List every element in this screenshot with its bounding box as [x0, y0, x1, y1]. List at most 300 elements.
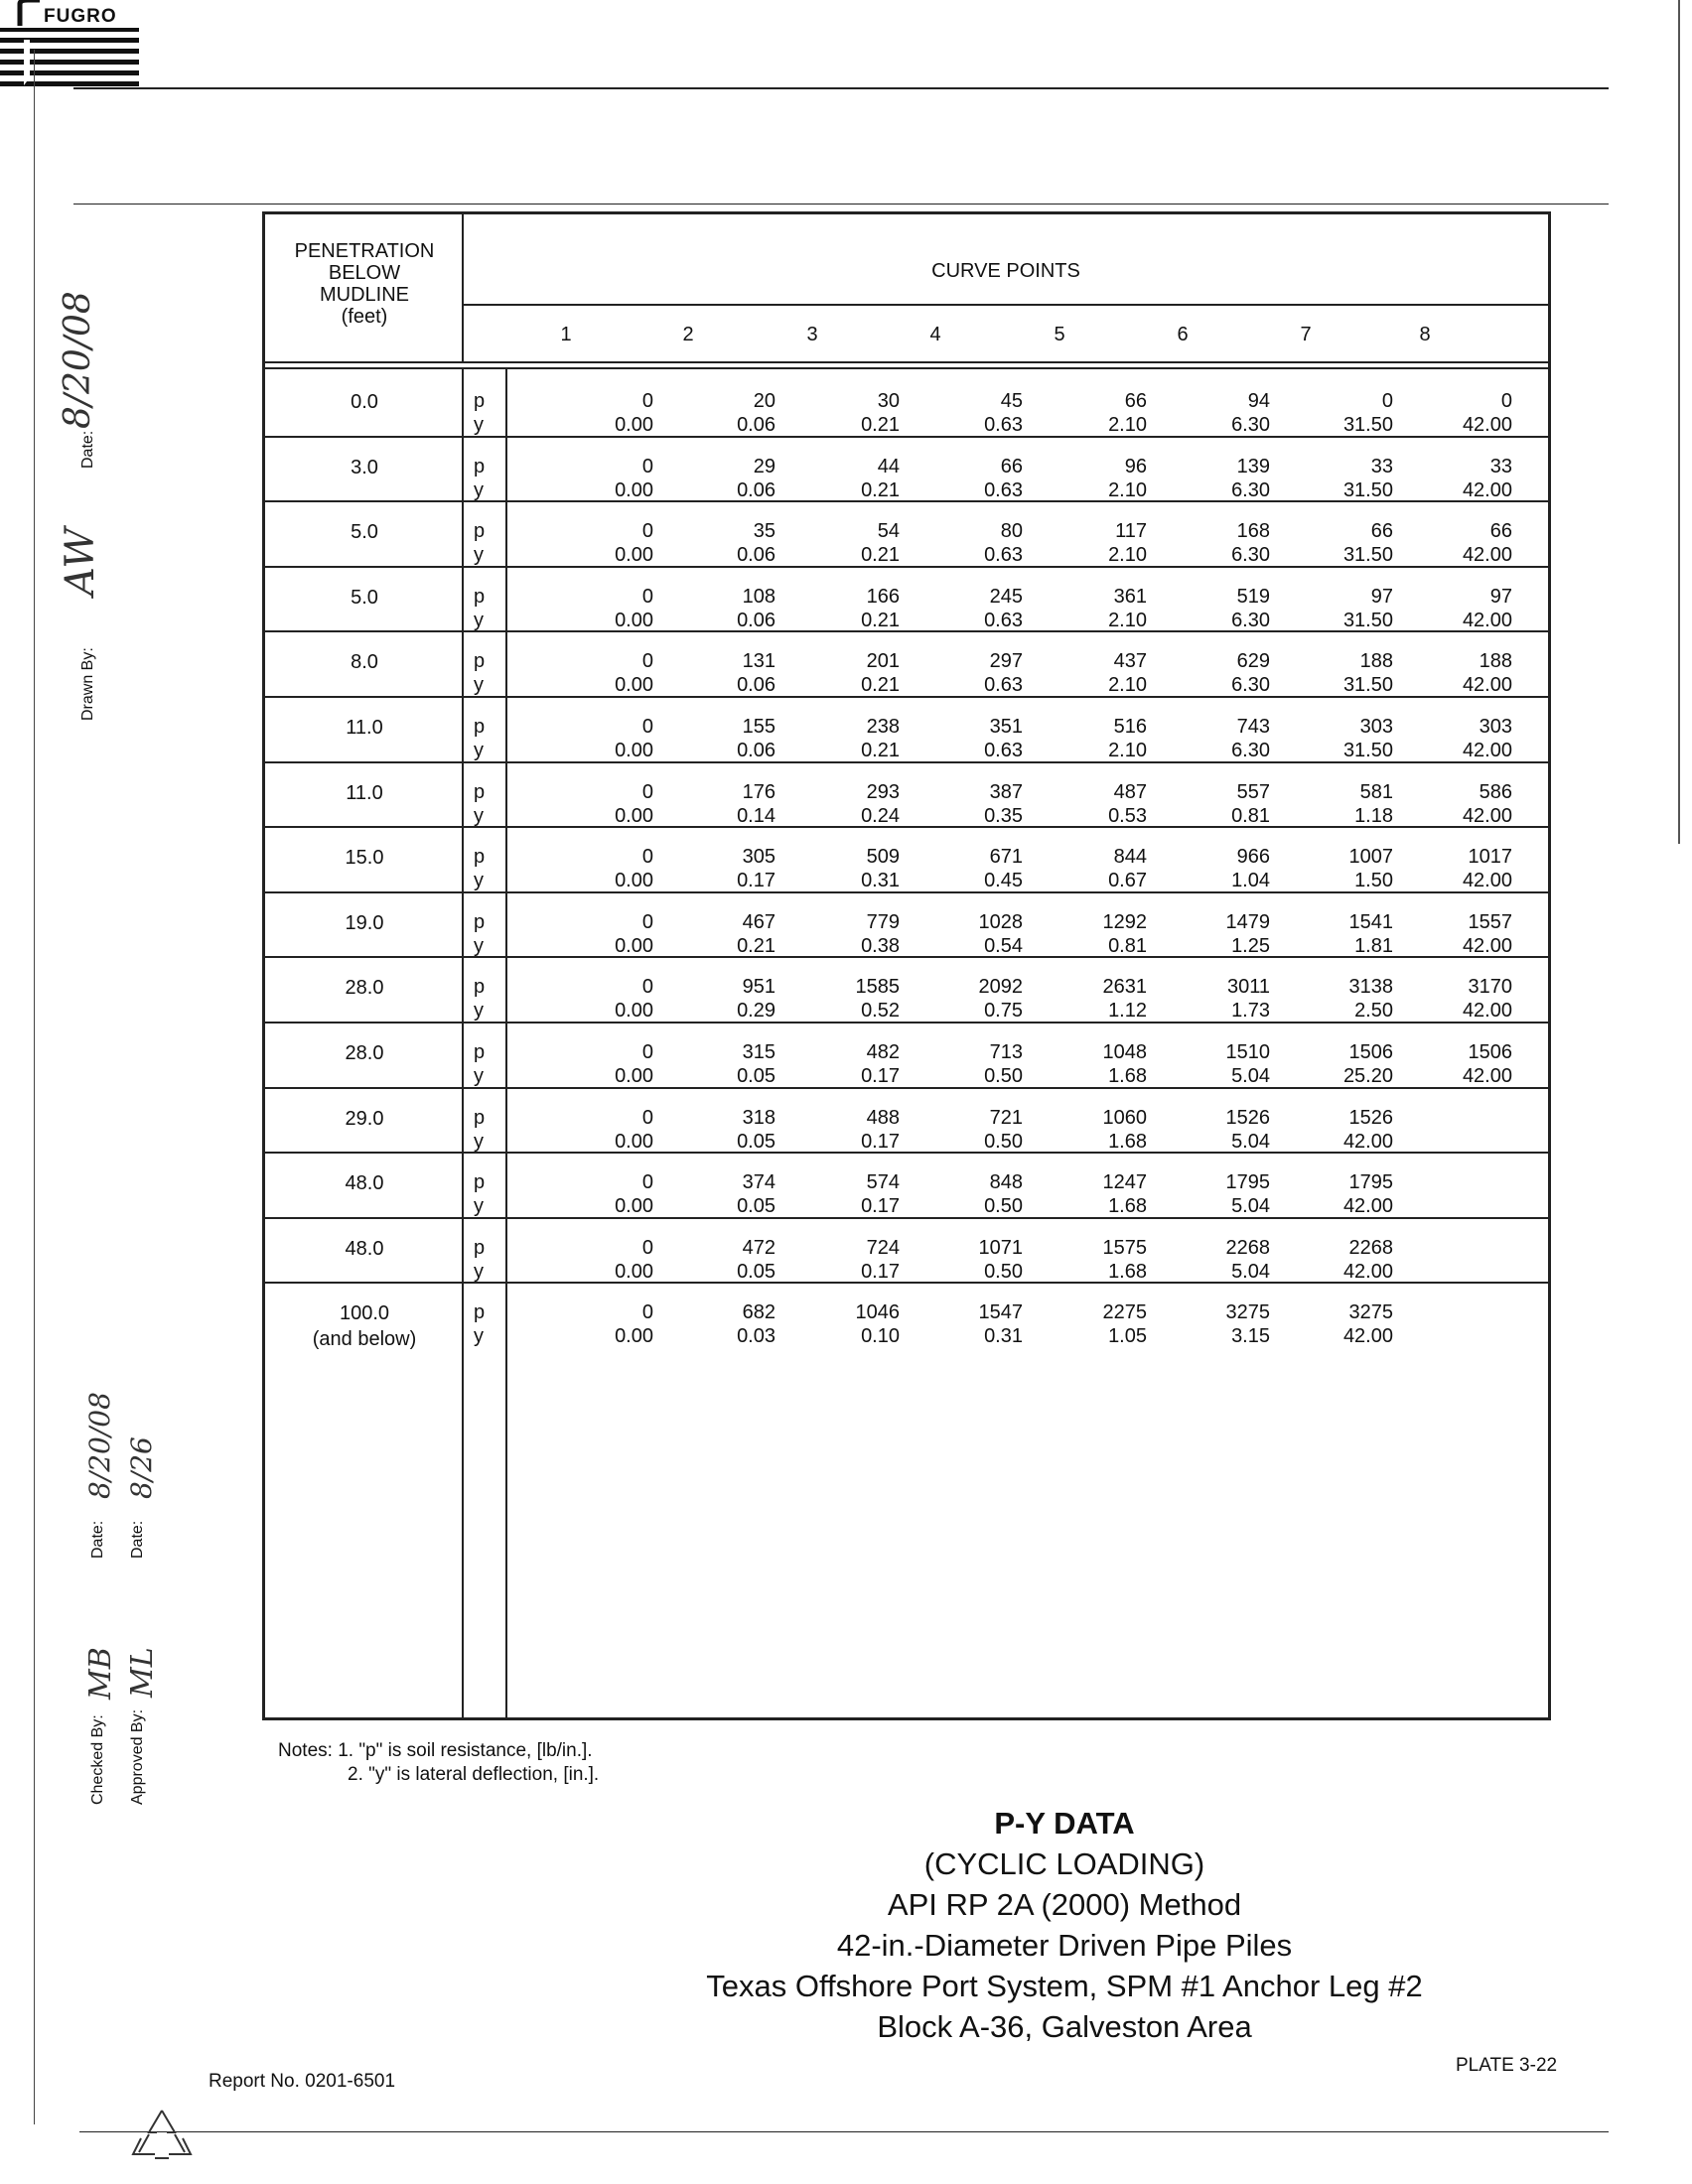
p-value: 238: [866, 716, 900, 738]
date-label-checked: Date:: [89, 1520, 106, 1559]
p-value: 155: [742, 716, 776, 738]
penetration-value: 3.0: [351, 456, 378, 478]
p-value: 487: [1113, 780, 1147, 803]
p-value: 519: [1236, 585, 1270, 608]
y-value: 0.21: [861, 414, 900, 436]
header-rule: [73, 204, 1609, 205]
y-value: 1.12: [1108, 1000, 1147, 1023]
p-value: 0: [1381, 390, 1393, 412]
y-value: 0.00: [615, 740, 653, 761]
date-label-top: Date:: [79, 430, 96, 469]
p-value: 472: [742, 1236, 776, 1259]
p-value: 2092: [978, 976, 1023, 999]
y-value: 0.00: [615, 478, 653, 501]
p-value: 1046: [855, 1301, 900, 1324]
y-value: 42.00: [1342, 1195, 1393, 1218]
p-value: 97: [1370, 585, 1393, 608]
p-value: 1048: [1102, 1041, 1147, 1063]
y-value: 1.81: [1354, 934, 1393, 957]
p-value: 66: [1124, 390, 1147, 412]
p-value: 1585: [855, 976, 900, 999]
p-value: 387: [989, 780, 1023, 803]
p-value: 201: [866, 650, 900, 673]
y-value: 31.50: [1342, 544, 1393, 567]
p-value: 374: [742, 1171, 776, 1194]
penetration-value: 100.0 (and below): [312, 1302, 417, 1351]
penetration-header: PENETRATION BELOW MUDLINE (feet): [294, 240, 435, 328]
penetration-value: 11.0: [346, 717, 383, 739]
approved-by-signature: ML: [125, 1647, 160, 1698]
p-value: 1526: [1225, 1106, 1270, 1129]
y-value: 42.00: [1462, 1000, 1512, 1023]
y-value: 0.17: [737, 870, 776, 892]
table-row: [265, 371, 1548, 437]
column-number: 1: [560, 324, 572, 345]
p-value: 0: [641, 1171, 653, 1194]
p-value: 1506: [1468, 1041, 1512, 1063]
p-value: 66: [1370, 520, 1393, 543]
y-value: 0.00: [615, 414, 653, 436]
logo-text: FUGRO: [44, 6, 117, 27]
y-value: 0.05: [737, 1130, 776, 1153]
date-signature-top: 8/20/08: [58, 291, 98, 429]
y-value: 0.06: [737, 740, 776, 761]
p-value: 1060: [1102, 1106, 1147, 1129]
table-row: [265, 1023, 1548, 1088]
penetration-value: 0.0: [351, 391, 378, 413]
y-value: 1.05: [1108, 1325, 1147, 1348]
plate-subtitle-loading: (CYCLIC LOADING): [923, 1846, 1205, 1881]
p-value: 176: [742, 780, 776, 803]
y-value: 2.10: [1108, 609, 1147, 631]
y-value: 0.21: [861, 674, 900, 697]
y-value: 0.05: [737, 1195, 776, 1218]
p-value: 671: [989, 846, 1023, 869]
p-value: 45: [1000, 390, 1023, 412]
p-value: 94: [1247, 390, 1270, 412]
y-value: 0.63: [984, 544, 1023, 567]
table-row: [265, 1218, 1548, 1284]
p-value: 1017: [1468, 846, 1512, 869]
bottom-rule: [79, 2131, 1609, 2132]
right-margin-rule: [1678, 0, 1680, 844]
p-value: 3275: [1225, 1301, 1270, 1324]
py-labels: p y: [474, 1301, 486, 1348]
curve-points-underline: [462, 304, 1548, 306]
p-value: 3011: [1226, 976, 1270, 999]
y-value: 5.04: [1231, 1065, 1270, 1087]
y-value: 31.50: [1342, 740, 1393, 761]
py-labels: p y: [474, 976, 486, 1023]
p-value: 2268: [1225, 1236, 1270, 1259]
p-value: 0: [641, 716, 653, 738]
y-value: 0.53: [1108, 804, 1147, 827]
py-labels: p y: [474, 846, 486, 892]
p-value: 1557: [1468, 910, 1512, 933]
y-value: 6.30: [1231, 544, 1270, 567]
y-value: 0.63: [984, 740, 1023, 761]
y-value: 31.50: [1342, 478, 1393, 501]
y-value: 0.00: [615, 1260, 653, 1283]
p-value: 1071: [978, 1236, 1023, 1259]
py-data-table: [262, 211, 1551, 1720]
y-value: 31.50: [1342, 414, 1393, 436]
y-value: 5.04: [1231, 1260, 1270, 1283]
y-value: 0.21: [861, 740, 900, 761]
y-value: 1.50: [1354, 870, 1393, 892]
approved-by-label: Approved By:: [129, 1708, 146, 1805]
checked-by-signature: MB: [83, 1647, 118, 1700]
table-row: [265, 501, 1548, 567]
y-value: 0.06: [737, 609, 776, 631]
p-value: 66: [1000, 455, 1023, 478]
y-value: 0.00: [615, 1195, 653, 1218]
table-row: [265, 957, 1548, 1023]
curve-points-header: CURVE POINTS: [931, 260, 1080, 282]
p-value: 305: [742, 846, 776, 869]
p-value: 966: [1236, 846, 1270, 869]
penetration-value: 8.0: [351, 651, 378, 674]
y-value: 0.75: [984, 1000, 1023, 1023]
y-value: 0.50: [984, 1065, 1023, 1087]
note-2: 2. "y" is lateral deflection, [in.].: [348, 1764, 600, 1785]
plate-number: PLATE 3-22: [1456, 2055, 1558, 2076]
p-value: 29: [753, 455, 776, 478]
py-labels: p y: [474, 716, 486, 761]
p-value: 581: [1359, 780, 1393, 803]
y-value: 0.00: [615, 544, 653, 567]
y-value: 6.30: [1231, 609, 1270, 631]
y-value: 1.68: [1108, 1195, 1147, 1218]
p-value: 318: [742, 1106, 776, 1129]
note-1: Notes: 1. "p" is soil resistance, [lb/in.].: [278, 1740, 593, 1761]
y-value: 6.30: [1231, 674, 1270, 697]
y-value: 42.00: [1342, 1325, 1393, 1348]
y-value: 0.00: [615, 1130, 653, 1153]
p-value: 97: [1489, 585, 1512, 608]
y-value: 6.30: [1231, 414, 1270, 436]
p-value: 293: [866, 780, 900, 803]
p-value: 131: [742, 650, 776, 673]
p-value: 1795: [1225, 1171, 1270, 1194]
table-row: [265, 1283, 1548, 1351]
p-value: 0: [641, 1041, 653, 1063]
p-value: 1526: [1348, 1106, 1393, 1129]
y-value: 0.21: [737, 934, 776, 957]
y-value: 42.00: [1462, 478, 1512, 501]
y-value: 0.31: [861, 870, 900, 892]
y-value: 2.10: [1108, 414, 1147, 436]
p-value: 629: [1236, 650, 1270, 673]
y-value: 31.50: [1342, 609, 1393, 631]
p-value: 33: [1489, 455, 1512, 478]
p-value: 1028: [978, 910, 1023, 933]
p-value: 713: [989, 1041, 1023, 1063]
p-value: 139: [1236, 455, 1270, 478]
p-value: 166: [866, 585, 900, 608]
penetration-value: 5.0: [351, 521, 378, 544]
y-value: 0.06: [737, 478, 776, 501]
p-value: 1795: [1348, 1171, 1393, 1194]
y-value: 42.00: [1462, 674, 1512, 697]
penetration-value: 5.0: [351, 586, 378, 609]
p-value: 586: [1479, 780, 1512, 803]
p-value: 0: [641, 390, 653, 412]
y-value: 0.00: [615, 934, 653, 957]
p-value: 168: [1236, 520, 1270, 543]
y-value: 0.38: [861, 934, 900, 957]
header-divider: [462, 214, 464, 365]
p-value: 20: [753, 390, 776, 412]
p-value: 1007: [1348, 846, 1393, 869]
p-value: 0: [641, 910, 653, 933]
p-value: 1541: [1348, 910, 1393, 933]
p-value: 951: [742, 976, 776, 999]
y-value: 0.17: [861, 1130, 900, 1153]
p-value: 315: [742, 1041, 776, 1063]
column-number: 8: [1419, 324, 1431, 345]
p-value: 0: [641, 1301, 653, 1324]
py-labels: p y: [474, 1236, 486, 1283]
recycle-icon: [127, 2105, 197, 2164]
penetration-value: 48.0: [345, 1172, 384, 1195]
y-value: 1.68: [1108, 1065, 1147, 1087]
p-value: 0: [641, 1236, 653, 1259]
penetration-value: 28.0: [345, 1042, 384, 1064]
y-value: 0.50: [984, 1195, 1023, 1218]
p-value: 0: [641, 780, 653, 803]
y-value: 6.30: [1231, 740, 1270, 761]
plate-subtitle-method: API RP 2A (2000) Method: [887, 1887, 1242, 1922]
py-labels: p y: [474, 910, 486, 957]
y-value: 0.50: [984, 1260, 1023, 1283]
y-value: 0.00: [615, 1325, 653, 1348]
table-row: [265, 1153, 1548, 1218]
y-value: 0.00: [615, 674, 653, 697]
p-value: 557: [1236, 780, 1270, 803]
p-value: 303: [1359, 716, 1393, 738]
p-value: 188: [1359, 650, 1393, 673]
py-labels: p y: [474, 780, 486, 827]
plate-subtitle-project: Texas Offshore Port System, SPM #1 Anchor Leg #2: [706, 1969, 1423, 2003]
y-value: 42.00: [1342, 1260, 1393, 1283]
p-value: 361: [1113, 585, 1147, 608]
y-value: 0.31: [984, 1325, 1023, 1348]
py-labels: p y: [474, 1171, 486, 1218]
y-value: 1.04: [1231, 870, 1270, 892]
drawn-by-signature: AW: [58, 527, 103, 596]
table-row: [265, 437, 1548, 502]
y-value: 0.17: [861, 1195, 900, 1218]
y-value: 5.04: [1231, 1195, 1270, 1218]
y-value: 0.05: [737, 1260, 776, 1283]
y-value: 42.00: [1462, 414, 1512, 436]
p-value: 3275: [1348, 1301, 1393, 1324]
y-value: 3.15: [1231, 1325, 1270, 1348]
y-value: 0.03: [737, 1325, 776, 1348]
y-value: 2.50: [1354, 1000, 1393, 1023]
p-value: 245: [989, 585, 1023, 608]
y-value: 6.30: [1231, 478, 1270, 501]
table-row: [265, 631, 1548, 697]
y-value: 42.00: [1462, 804, 1512, 827]
y-value: 0.63: [984, 478, 1023, 501]
y-value: 0.06: [737, 674, 776, 697]
penetration-value: 29.0: [345, 1107, 384, 1130]
p-value: 30: [877, 390, 900, 412]
plate-title: P-Y DATA: [994, 1806, 1135, 1841]
p-value: 1547: [978, 1301, 1023, 1324]
p-value: 2631: [1102, 976, 1147, 999]
y-value: 42.00: [1462, 1065, 1512, 1087]
p-value: 1506: [1348, 1041, 1393, 1063]
p-value: 574: [866, 1171, 900, 1194]
plate-subtitle-piles: 42-in.-Diameter Driven Pipe Piles: [836, 1928, 1293, 1963]
p-value: 303: [1479, 716, 1512, 738]
table-row: [265, 567, 1548, 632]
y-value: 42.00: [1462, 609, 1512, 631]
y-value: 0.50: [984, 1130, 1023, 1153]
y-value: 42.00: [1462, 870, 1512, 892]
py-labels: p y: [474, 520, 486, 567]
y-value: 0.63: [984, 674, 1023, 697]
p-value: 516: [1113, 716, 1147, 738]
y-value: 1.18: [1354, 804, 1393, 827]
p-value: 117: [1115, 520, 1147, 543]
p-value: 848: [989, 1171, 1023, 1194]
y-value: 0.14: [737, 804, 776, 827]
p-value: 2275: [1102, 1301, 1147, 1324]
penetration-value: 48.0: [345, 1237, 384, 1260]
y-value: 42.00: [1462, 740, 1512, 761]
y-value: 5.04: [1231, 1130, 1270, 1153]
y-value: 25.20: [1342, 1065, 1393, 1087]
y-value: 42.00: [1462, 934, 1512, 957]
p-value: 3170: [1468, 976, 1512, 999]
y-value: 0.45: [984, 870, 1023, 892]
p-value: 96: [1124, 455, 1147, 478]
y-value: 1.25: [1231, 934, 1270, 957]
y-value: 42.00: [1342, 1130, 1393, 1153]
report-number: Report No. 0201-6501: [209, 2071, 396, 2092]
p-value: 682: [742, 1301, 776, 1324]
fugro-logo: [0, 0, 139, 91]
column-number: 7: [1300, 324, 1312, 345]
column-number: 3: [806, 324, 818, 345]
p-value: 1292: [1102, 910, 1147, 933]
y-value: 0.54: [984, 934, 1023, 957]
y-value: 1.68: [1108, 1130, 1147, 1153]
y-value: 0.06: [737, 414, 776, 436]
table-row: [265, 762, 1548, 828]
p-value: 33: [1370, 455, 1393, 478]
y-value: 2.10: [1108, 674, 1147, 697]
y-value: 0.06: [737, 544, 776, 567]
date-signature-approved: 8/26: [125, 1436, 158, 1499]
p-value: 844: [1113, 846, 1147, 869]
py-labels: p y: [474, 650, 486, 697]
p-value: 54: [877, 520, 900, 543]
table-row: [265, 892, 1548, 958]
p-value: 0: [641, 846, 653, 869]
p-value: 721: [989, 1106, 1023, 1129]
checked-by-label: Checked By:: [89, 1714, 106, 1805]
p-value: 0: [641, 455, 653, 478]
y-value: 0.05: [737, 1065, 776, 1087]
p-value: 488: [866, 1106, 900, 1129]
p-value: 297: [989, 650, 1023, 673]
y-value: 1.73: [1231, 1000, 1270, 1023]
column-number: 2: [682, 324, 694, 345]
p-value: 0: [641, 1106, 653, 1129]
p-value: 188: [1479, 650, 1512, 673]
y-value: 0.00: [615, 870, 653, 892]
p-value: 0: [1500, 390, 1512, 412]
p-value: 724: [866, 1236, 900, 1259]
y-value: 0.63: [984, 609, 1023, 631]
p-value: 35: [753, 520, 776, 543]
p-value: 2268: [1348, 1236, 1393, 1259]
p-value: 0: [641, 650, 653, 673]
py-labels: p y: [474, 1106, 486, 1153]
column-number: 4: [929, 324, 941, 345]
p-value: 0: [641, 976, 653, 999]
table-row: [265, 697, 1548, 762]
y-value: 0.21: [861, 544, 900, 567]
py-labels: p y: [474, 455, 486, 501]
y-value: 0.21: [861, 609, 900, 631]
py-labels: p y: [474, 1041, 486, 1087]
py-labels: p y: [474, 585, 486, 631]
p-value: 482: [866, 1041, 900, 1063]
date-label-approved: Date:: [129, 1520, 146, 1559]
y-value: 2.10: [1108, 478, 1147, 501]
y-value: 0.81: [1108, 934, 1147, 957]
y-value: 0.52: [861, 1000, 900, 1023]
date-signature-checked: 8/20/08: [83, 1392, 116, 1499]
y-value: 0.00: [615, 609, 653, 631]
p-value: 1575: [1102, 1236, 1147, 1259]
y-value: 0.81: [1231, 804, 1270, 827]
header-bottom-rule: [265, 361, 1548, 369]
column-number: 6: [1177, 324, 1189, 345]
p-value: 80: [1000, 520, 1023, 543]
penetration-value: 28.0: [345, 977, 384, 1000]
y-value: 2.10: [1108, 544, 1147, 567]
p-value: 1510: [1225, 1041, 1270, 1063]
y-value: 0.10: [861, 1325, 900, 1348]
y-value: 0.21: [861, 478, 900, 501]
p-value: 1247: [1102, 1171, 1147, 1194]
y-value: 31.50: [1342, 674, 1393, 697]
y-value: 0.29: [737, 1000, 776, 1023]
y-value: 2.10: [1108, 740, 1147, 761]
p-value: 44: [877, 455, 900, 478]
p-value: 108: [742, 585, 776, 608]
p-value: 3138: [1348, 976, 1393, 999]
penetration-value: 15.0: [345, 847, 384, 870]
p-value: 743: [1236, 716, 1270, 738]
y-value: 0.35: [984, 804, 1023, 827]
y-value: 0.24: [861, 804, 900, 827]
p-value: 351: [989, 716, 1023, 738]
y-value: 0.17: [861, 1065, 900, 1087]
p-value: 0: [641, 585, 653, 608]
p-value: 467: [742, 910, 776, 933]
y-value: 42.00: [1462, 544, 1512, 567]
penetration-value: 11.0: [346, 781, 383, 804]
p-value: 66: [1489, 520, 1512, 543]
